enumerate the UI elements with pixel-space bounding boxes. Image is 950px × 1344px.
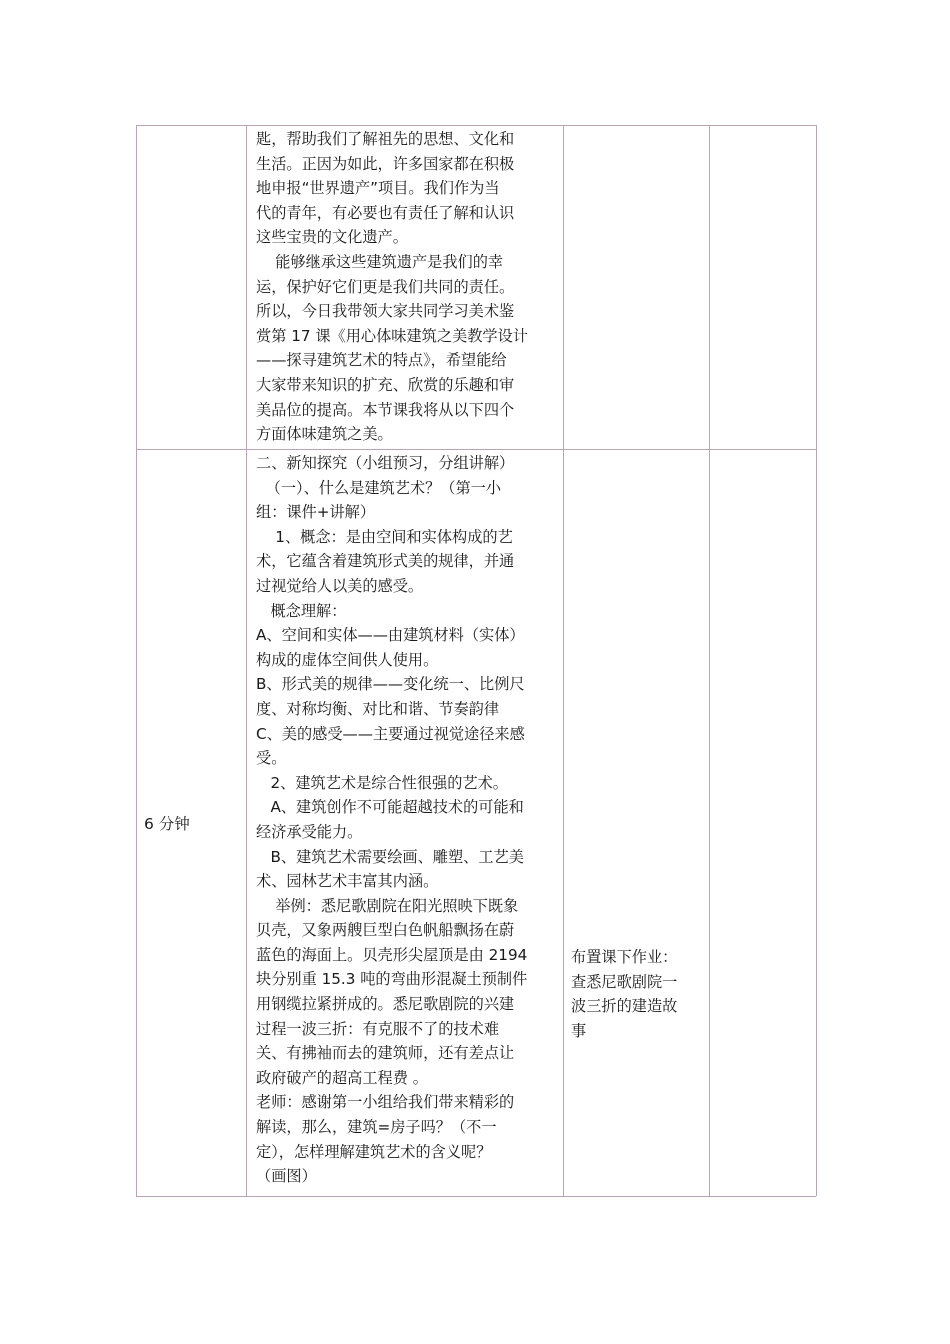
text-line: 经济承受能力。 [256,822,363,841]
homework-line: 事 [571,1021,587,1040]
text-line: 大家带来知识的扩充、欣赏的乐趣和审 [256,375,515,394]
text-line: 能够继承这些建筑遗产是我们的幸 [256,252,504,271]
text-line: 过视觉给人以美的感受。 [256,576,424,595]
column-divider-2 [563,125,564,1196]
text-line: 构成的虚体空间供人使用。 [256,650,439,669]
text-line: 用钢缆拉紧拼成的。悉尼歌剧院的兴建 [256,995,515,1014]
text-line: 运，保护好它们更是我们共同的责任。 [256,277,515,296]
text-line: 块分别重 15.3 吨的弯曲形混凝土预制件 [256,970,528,989]
text-line: 地申报“世界遗产”项目。我们作为当 [256,179,500,198]
text-line: C、美的感受——主要通过视觉途径来感 [256,724,525,743]
text-line: 举例：悉尼歌剧院在阳光照映下既象 [256,896,519,915]
row1-content-cell [256,127,556,447]
text-line: （一）、什么是建筑艺术？（第一小 [256,478,502,497]
column-divider-3 [709,125,710,1196]
text-line: 受。 [256,749,287,768]
table-border-bottom [136,1196,816,1197]
text-line: 过程一波三折：有克服不了的技术难 [256,1019,499,1038]
text-line: 概念理解： [256,601,347,620]
text-line: 度、对称均衡、对比和谐、节奏韵律 [256,699,499,718]
text-line: 解读，那么，建筑=房子吗？（不一 [256,1118,497,1137]
homework-assignment [571,945,704,1043]
text-line: 匙，帮助我们了解祖先的思想、文化和 [256,130,515,148]
text-line: 组：课件+讲解） [256,503,376,522]
text-line: 方面体味建筑之美。 [256,425,393,444]
text-line: 所以，今日我带领大家共同学习美术鉴 [256,302,515,321]
time-duration: 6 分钟 [144,815,190,833]
homework-line: 查悉尼歌剧院一 [571,972,678,991]
text-line: ——探寻建筑艺术的特点》，希望能给 [256,351,507,370]
table-border-left [136,125,137,1196]
text-line: B、建筑艺术需要绘画、雕塑、工艺美 [256,847,524,866]
homework-line: 布置课下作业： [571,948,678,966]
text-line: A、空间和实体——由建筑材料（实体） [256,626,525,645]
text-line: A、建筑创作不可能超越技术的可能和 [256,798,524,817]
text-line: 关、有拂袖而去的建筑师，还有差点让 [256,1044,515,1063]
homework-line: 波三折的建造故 [571,997,678,1016]
text-line: 2、建筑艺术是综合性很强的艺术。 [256,773,508,792]
table-border-right [816,125,817,1196]
text-line: 代的青年，有必要也有责任了解和认识 [256,203,515,222]
text-line: 美品位的提高。本节课我将从以下四个 [256,400,515,419]
row2-content-cell [256,451,556,1189]
text-line: 蓝色的海面上。贝壳形尖屋顶是由 2194 [256,945,528,964]
text-line: 老师：感谢第一小组给我们带来精彩的 [256,1093,515,1112]
text-line: 这些宝贵的文化遗产。 [256,228,408,247]
text-line: 定），怎样理解建筑艺术的含义呢？ [256,1142,492,1161]
text-line: 术、园林艺术丰富其内涵。 [256,872,439,891]
text-line: 赏第 17 课《用心体味建筑之美教学设计 [256,326,528,345]
text-line: B、形式美的规律——变化统一、比例尺 [256,675,525,694]
text-line: 贝壳，又象两艘巨型白色帆船飘扬在蔚 [256,921,515,940]
text-line: 政府破产的超高工程费 。 [256,1068,428,1087]
row-divider [136,449,816,450]
column-divider-1 [246,125,247,1196]
table-border-top [136,125,816,126]
text-line: 生活。正因为如此，许多国家都在积极 [256,154,515,173]
text-line: 二、新知探究（小组预习，分组讲解） [256,454,515,472]
text-line: 术，它蕴含着建筑形式美的规律，并通 [256,552,515,571]
text-line: （画图） [256,1167,317,1186]
text-line: 1、概念：是由空间和实体构成的艺 [256,527,513,546]
